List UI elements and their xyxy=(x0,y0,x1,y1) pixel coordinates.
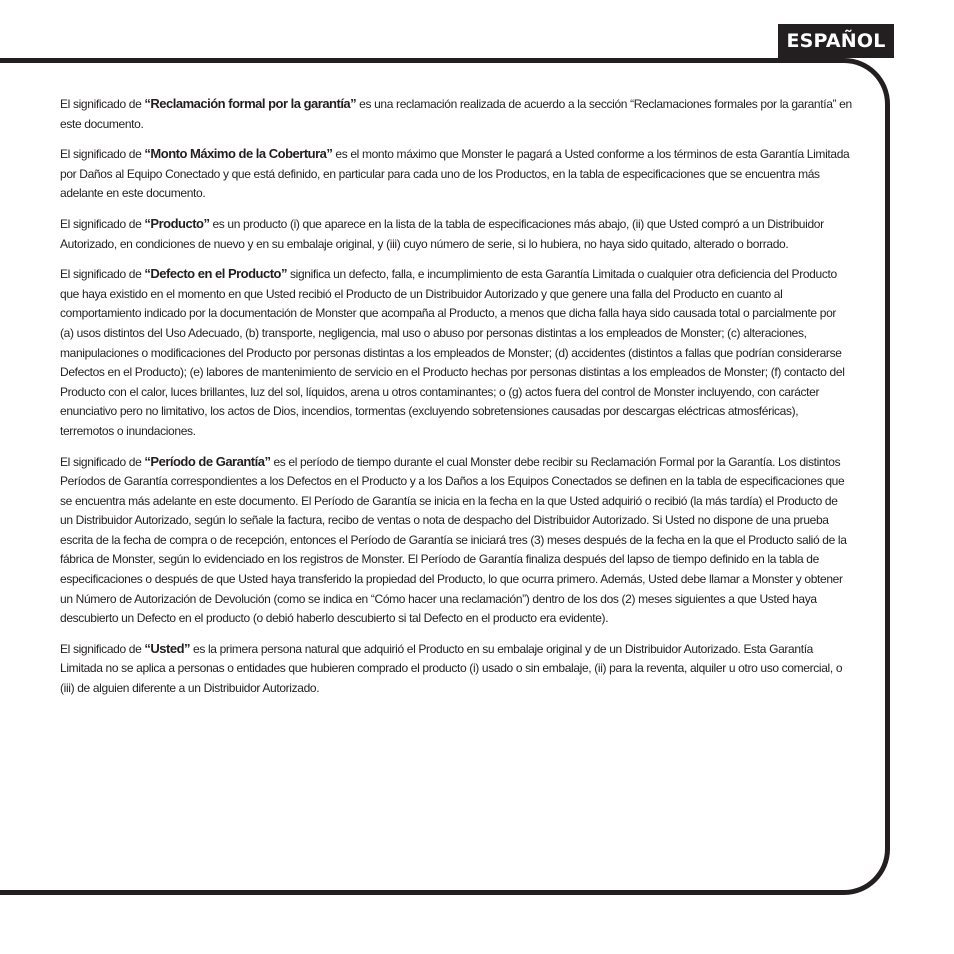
definition-intro: El significado de xyxy=(60,641,145,656)
definition-body: es el monto máximo que Monster le pagará a Usted conforme a los términos de esta Garantía Limitada por Daños al Equipo Conectado y que está definido, en particular para cada uno de los Productos, en la tabla de especificaciones que se encuentra más adelante en este documento. xyxy=(60,147,850,201)
definition-body: es una reclamación realizada de acuerdo a la sección “Reclamaciones formales por la garantía” en este documento. xyxy=(60,97,852,131)
definition-body: es un producto (i) que aparece en la lista de la tabla de especificaciones más abajo, (ii) que Usted compró a un Distribuidor Autorizado, en condiciones de nuevo y en su embalaje original, y (iii) cuyo número de serie, si lo hubiera, no haya sido quitado, alterado o borrado. xyxy=(60,216,824,251)
definition-term: “Defecto en el Producto” xyxy=(144,266,287,282)
definition-term: “Usted” xyxy=(144,640,191,656)
definition-body: es el período de tiempo durante el cual Monster debe recibir su Reclamación Formal por la Garantía. Los distintos Períodos de Garantía correspondientes a los Defectos en el Producto y a los Daños a los Equipos Conectados se definen en la tabla de especificaciones que se encuentra más adelante en este documento. El Período de Garantía se inicia en la fecha en la que Usted adquirió o recibió (la más tardía) el Producto de un Distribuidor Autorizado, según lo señale la factura, recibo de ventas o nota de despacho del Distribuidor Autorizado. Si Usted no dispone de una prueba escrita de la fecha de compra o de recepción, entonces el Período de Garantía se iniciará tres (3) meses después de la fecha en la que el Producto salió de la fábrica de Monster, según lo evidenciado en los registros de Monster. El Período de Garantía finaliza después del lapso de tiempo definido en la tabla de especificaciones o después de que Usted haya transferido la propiedad del Producto, lo que ocurra primero. Además, Usted debe llamar a Monster y obtener un Número de Autorización de Devolución (como se indica en “Cómo hacer una reclamación”) dentro de los dos (2) meses siguientes a que Usted haya descubierto un Defecto en el producto (o debió haberlo descubierto si tal Defecto en el producto era evidente). xyxy=(60,454,847,626)
definition-body: es la primera persona natural que adquirió el Producto en su embalaje original y de un Distribuidor Autorizado. Esta Garantía Limitada no se aplica a personas o entidades que hubieren comprado el producto (i) usado o sin embalaje, (ii) para la reventa, alquiler u otro uso comercial, o (iii) de alguien diferente a un Distribuidor Autorizado. xyxy=(60,641,843,696)
definitions-section xyxy=(60,94,852,709)
language-tab: ESPAÑOL xyxy=(778,24,894,58)
definition-max-coverage xyxy=(60,144,852,204)
definition-product xyxy=(60,214,852,254)
definition-intro: El significado de xyxy=(60,267,145,282)
definition-intro: El significado de xyxy=(60,147,145,162)
definition-term: “Período de Garantía” xyxy=(144,453,271,469)
definition-intro: El significado de xyxy=(60,216,145,231)
definition-intro: El significado de xyxy=(60,97,145,111)
definition-you xyxy=(60,639,852,699)
definition-warranty-period xyxy=(60,452,852,629)
definition-term: “Monto Máximo de la Cobertura” xyxy=(144,146,333,162)
definition-term: “Reclamación formal por la garantía” xyxy=(144,96,357,111)
definition-body: significa un defecto, falla, e incumplimiento de esta Garantía Limitada o cualquier otra deficiencia del Producto que haya existido en el momento en que Usted recibió el Producto de un Distribuidor Autorizado y que genere una falla del Producto en cuanto al comportamiento indicado por la documentación de Monster que acompaña al Producto, a menos que dicha falla haya sido causada total o parcialmente por (a) usos distintos del Uso Adecuado, (b) transporte, negligencia, mal uso o abuso por personas distintas a los empleados de Monster; (c) alteraciones, manipulaciones o modificaciones del Producto por personas distintas a los empleados de Monster; (d) accidentes (distintos a fallas que podrían considerarse Defectos en el Producto); (e) labores de mantenimiento de servicio en el Producto hechas por personas distintas a los empleados de Monster; (f) contacto del Producto con el calor, luces brillantes, luz del sol, líquidos, arena u otros contaminantes; o (g) actos fuera del control de Monster incluyendo, con carácter enunciativo pero no limitativo, los actos de Dios, incendios, tormentas (excluyendo sobretensiones causadas por descargas eléctricas atmosféricas), terremotos o inundaciones. xyxy=(60,267,845,438)
definition-product-defect xyxy=(60,264,852,441)
definition-intro: El significado de xyxy=(60,454,145,469)
definition-term: “Producto” xyxy=(144,215,210,231)
definition-warranty-claim xyxy=(60,94,852,134)
